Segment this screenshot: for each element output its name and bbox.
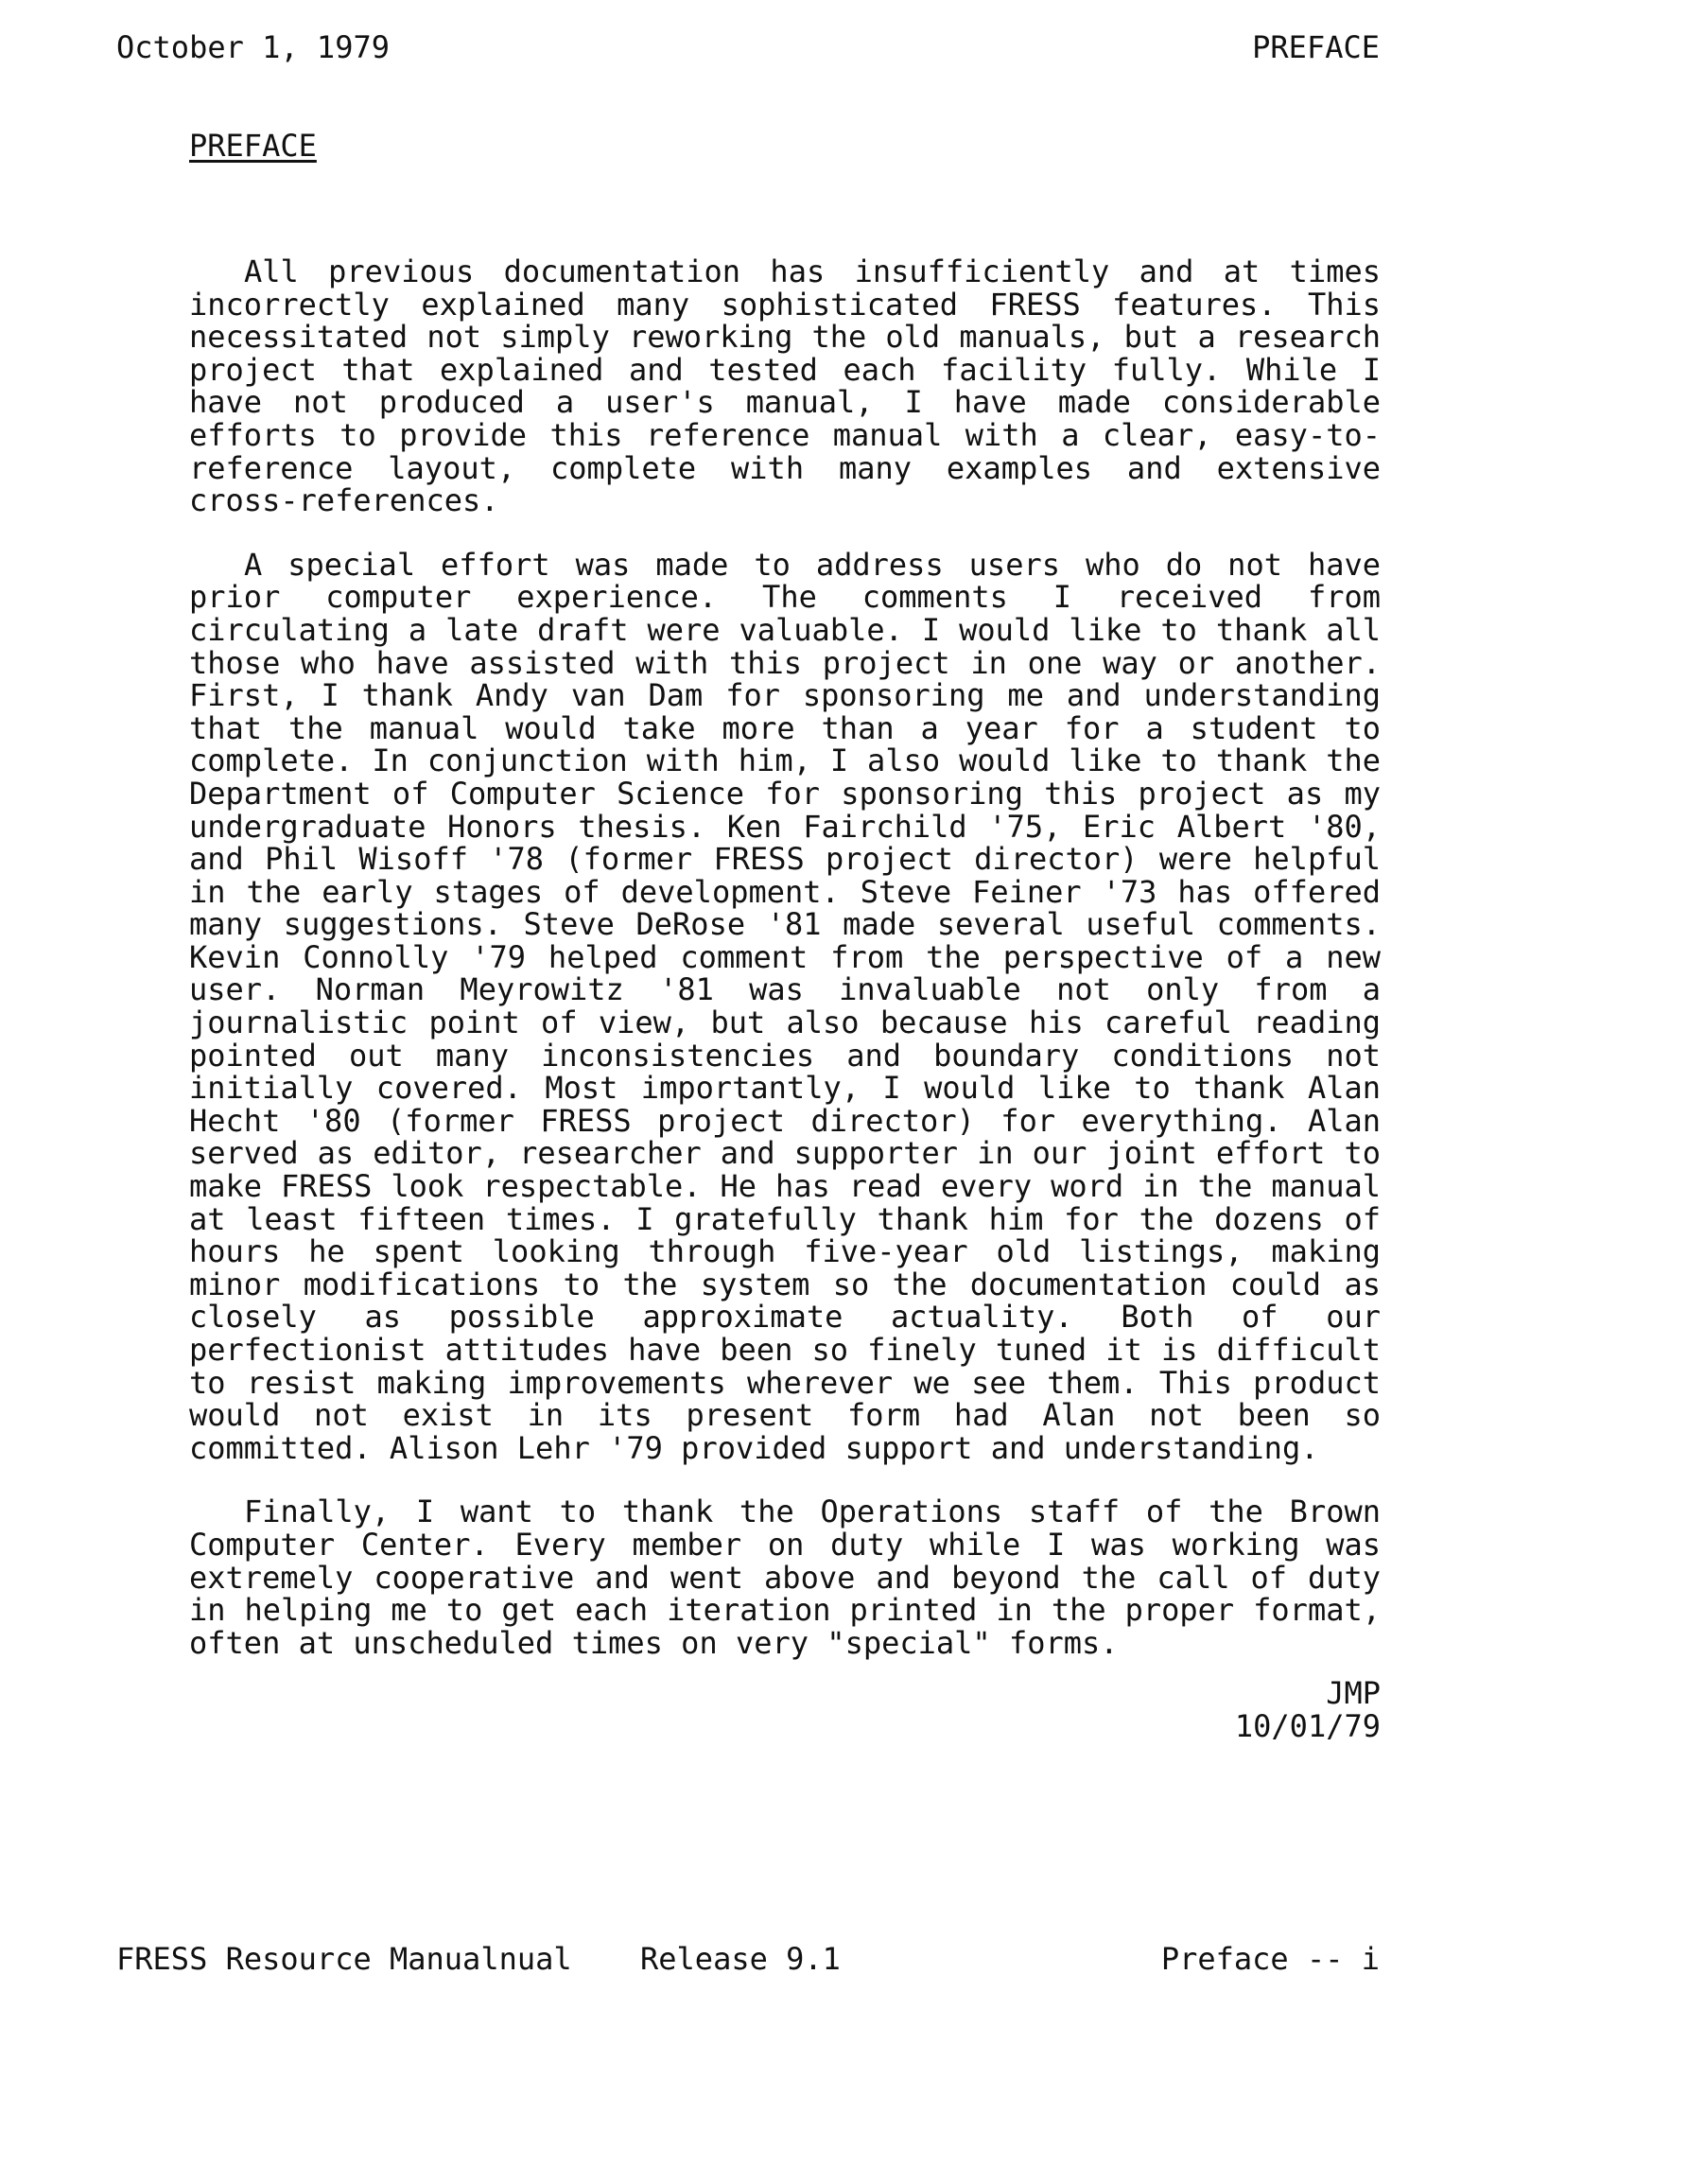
signature-date: 10/01/79: [1234, 1707, 1381, 1744]
header-section: PREFACE: [1252, 29, 1380, 65]
footer-manual-title: FRESS Resource Manualnual: [116, 1941, 572, 1977]
preface-body: [189, 255, 1381, 1690]
footer-page-number: Preface -- i: [1160, 1941, 1380, 1977]
signature-block: [1235, 1677, 1381, 1742]
paragraph-operations-staff: Finally, I want to thank the Operations staff of the Brown Computer Center. Every member on duty while I was working was extremely cooperative and went above and beyond the call of duty in helping me to get each iteration printed in the proper format, often at unscheduled times on very "special" forms.: [189, 1494, 1381, 1661]
header-date: October 1, 1979: [116, 29, 390, 65]
paragraph-acknowledgements: A special effort was made to address users who do not have prior computer experience. The comments I received from circulating a late draft were valuable. I would like to thank all those who have assisted with this project in one way or another. First, I thank Andy van Dam for sponsoring me and understanding that the manual would take more than a year for a student to complete. In conjunction with him, I also would like to thank the Department of Computer Science for sponsoring this project as my undergraduate Honors thesis. Ken Fairchild '75, Eric Albert '80, and Phil Wisoff '78 (former FRESS project director) were helpful in the early stages of development. Steve Feiner '73 has offered many suggestions. Steve DeRose '81 made several useful comments. Kevin Connolly '79 helped comment from the perspective of a new user. Norman Meyrowitz '81 was invaluable not only from a journalistic point of view, but also because his careful reading pointed out many inconsistencies and boundary conditions not initially covered. Most importantly, I would like to thank Alan Hecht '80 (former FRESS project director) for everything. Alan served as editor, researcher and supporter in our joint effort to make FRESS look respectable. He has read every word in the manual at least fifteen times. I gratefully thank him for the dozens of hours he spent looking through five-year old listings, making minor modifications to the system so the documentation could as closely as possible approximate actuality. Both of our perfectionist attitudes have been so finely tuned it is difficult to resist making improvements wherever we see them. This product would not exist in its present form had Alan not been so committed. Alison Lehr '79 provided support and understanding.: [189, 546, 1381, 1466]
page-title: PREFACE: [189, 128, 317, 164]
paragraph-documentation: All previous documentation has insufficiently and at times incorrectly explained many sophisticated FRESS features. This necessitated not simply reworking the old manuals, but a research project that explained and tested each facility fully. While I have not produced a user's manual, I have made considerable efforts to provide this reference manual with a clear, easy-to-reference layout, complete with many examples and extensive cross-references.: [189, 253, 1381, 519]
signature-initials: JMP: [1326, 1675, 1381, 1711]
footer-release: Release 9.1: [640, 1941, 841, 1977]
